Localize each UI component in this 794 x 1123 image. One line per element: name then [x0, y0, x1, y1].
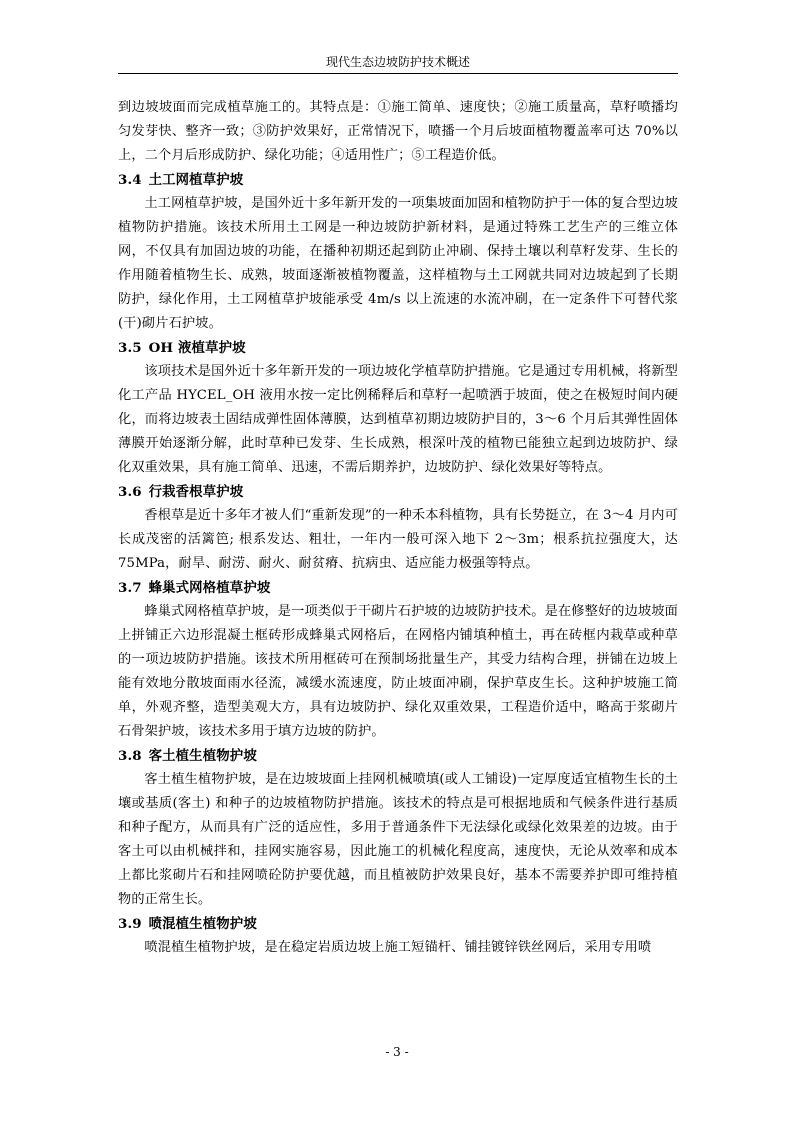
- section-number: 3.7: [118, 580, 142, 596]
- section-heading: [118, 480, 678, 504]
- running-header: 现代生态边坡防护技术概述: [325, 55, 470, 69]
- section-paragraph: 客土植生植物护坡，是在边坡坡面上挂网机械喷填(或人工铺设)一定厚度适宜植物生长的土壤或基质(客土) 和种子的边坡植物防护措施。该技术的特点是可根据地质和气候条件进行基质和种子配方，从而具有广泛的适应性，多用于普通条件下无法绿化或绿化效果差的边坡。由于客土可以由机械拌和，挂网实施容易，因此施工的机械化程度高，速度快，无论从效率和成本上都比浆砌片石和挂网喷砼防护要优越，而且植被防护效果良好，基本不需要养护即可维持植物的正常生长。: [118, 772, 678, 907]
- page-number: - 3 -: [385, 1045, 409, 1059]
- section-heading: [118, 576, 678, 600]
- section-number: 3.6: [118, 484, 142, 500]
- section-paragraph: 喷混植生植物护坡，是在稳定岩质边坡上施工短锚杆、铺挂镀锌铁丝网后，采用专用喷: [144, 940, 652, 955]
- section-3-5: [118, 336, 678, 480]
- intro-paragraph: 到边坡坡面而完成植草施工的。其特点是：①施工简单、速度快；②施工质量高，草籽喷播均匀发芽快、整齐一致；③防护效果好，正常情况下，喷播一个月后坡面植物覆盖率可达 70%以上，二个月后形成防护、绿化功能；④适用性广；⑤工程造价低。: [118, 100, 678, 163]
- section-paragraph: 香根草是近十多年才被人们“重新发现”的一种禾本科植物，具有长势挺立，在 3～4 月内可长成茂密的活篱笆; 根系发达、粗壮，一年内一般可深入地下 2～3m；根系抗拉强度大，达 75MPa，耐旱、耐涝、耐火、耐贫瘠、抗病虫、适应能力极强等特点。: [118, 508, 678, 571]
- section-heading: [118, 912, 678, 936]
- section-title: 喷混植生植物护坡: [148, 916, 257, 932]
- header-rule: [118, 73, 678, 74]
- section-number: 3.8: [118, 748, 142, 764]
- section-title: 土工网植草护坡: [148, 172, 244, 188]
- section-heading: [118, 168, 678, 192]
- section-paragraph: 蜂巢式网格植草护坡，是一项类似于干砌片石护坡的边坡防护技术。是在修整好的边坡坡面上拼铺正六边形混凝土框砖形成蜂巢式网格后，在网格内铺填种植土，再在砖框内栽草或种草的一项边坡防护措施。该技术所用框砖可在预制场批量生产，其受力结构合理，拼铺在边坡上能有效地分散坡面雨水径流，减缓水流速度，防止坡面冲刷，保护草皮生长。这种护坡施工简单，外观齐整，造型美观大方，具有边坡防护、绿化双重效果，工程造价适中，略高于浆砌片石骨架护坡，该技术多用于填方边坡的防护。: [118, 604, 678, 739]
- section-3-8: [118, 744, 678, 912]
- section-number: 3.9: [118, 916, 142, 932]
- section-heading: [118, 744, 678, 768]
- section-title: 行栽香根草护坡: [148, 484, 244, 500]
- section-3-4: [118, 168, 678, 336]
- section-number: 3.4: [118, 172, 142, 188]
- page-body: [118, 96, 678, 960]
- section-3-7: [118, 576, 678, 744]
- section-title: 蜂巢式网格植草护坡: [148, 580, 271, 596]
- section-paragraph: 该项技术是国外近十多年新开发的一项边坡化学植草防护措施。它是通过专用机械，将新型化工产品 HYCEL_OH 液用水按一定比例稀释后和草籽一起喷洒于坡面，使之在极短时间内硬化，而将边坡表土固结成弹性固体薄膜，达到植草初期边坡防护目的，3～6 个月后其弹性固体薄膜开始逐渐分解，此时草种已发芽、生长成熟，根深叶茂的植物已能独立起到边坡防护、绿化双重效果，具有施工简单、迅速，不需后期养护，边坡防护、绿化效果好等特点。: [118, 364, 678, 475]
- section-paragraph: 土工网植草护坡，是国外近十多年新开发的一项集坡面加固和植物防护于一体的复合型边坡植物防护措施。该技术所用土工网是一种边坡防护新材料，是通过特殊工艺生产的三维立体网，不仅具有加固边坡的功能，在播种初期还起到防止冲刷、保持土壤以利草籽发芽、生长的作用随着植物生长、成熟，坡面逐渐被植物覆盖，这样植物与土工网就共同对边坡起到了长期防护，绿化作用，土工网植草护坡能承受 4m/s 以上流速的水流冲刷，在一定条件下可替代浆(干)砌片石护坡。: [118, 196, 678, 331]
- section-title: OH 液植草护坡: [148, 340, 246, 356]
- section-heading: [118, 336, 678, 360]
- section-number: 3.5: [118, 340, 142, 356]
- section-title: 客土植生植物护坡: [148, 748, 257, 764]
- section-3-6: [118, 480, 678, 576]
- section-3-9: [118, 912, 678, 960]
